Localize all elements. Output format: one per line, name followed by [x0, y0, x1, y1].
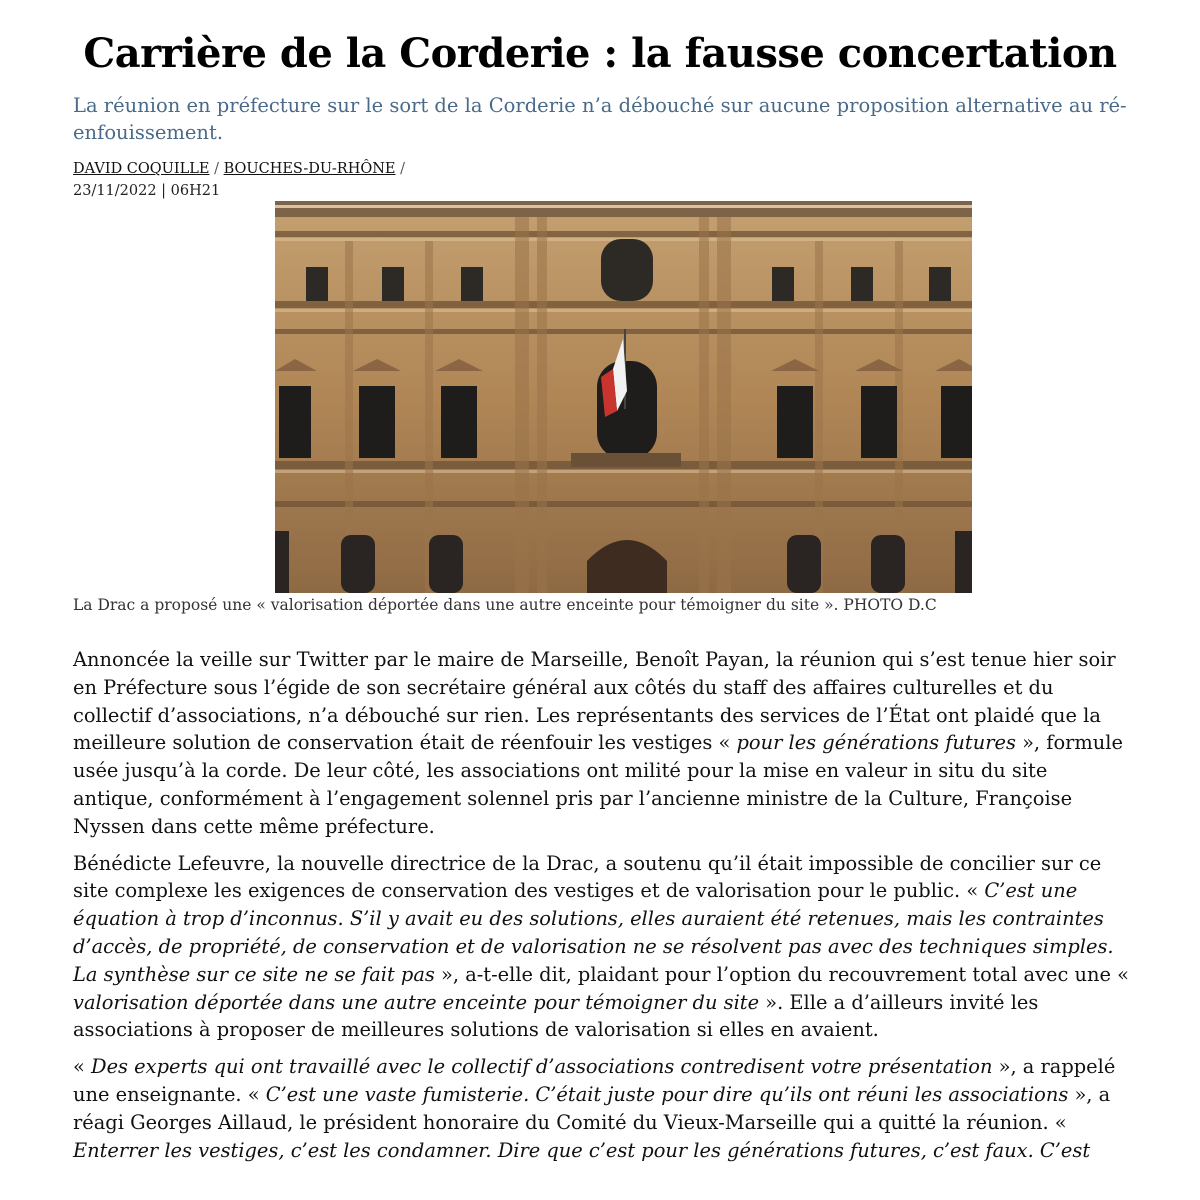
quote-text: pour les générations futures [736, 731, 1016, 755]
body-paragraph [73, 850, 1133, 1045]
quote-text: Des experts qui ont travaillé avec le collectif d’associations contredisent votre présentation [91, 1055, 993, 1079]
paragraph-text: », formule usée jusqu’à la corde. De leur côté, les associations ont milité pour la mise en valeur in situ du site antique, conformément à l’engagement solennel pris par l’ancienne ministre de la Culture, Françoise Nyssen dans cette même préfecture. [73, 731, 1123, 838]
body-paragraph [73, 646, 1133, 841]
article-photo [275, 201, 972, 593]
meta-separator: / [400, 161, 406, 177]
quote-text: Enterrer les vestiges, c’est les condamner. Dire que c’est pour les générations futures, c’est faux. C’est [73, 1138, 1091, 1162]
paragraph-text: « [73, 1055, 92, 1079]
article-subtitle: La réunion en préfecture sur le sort de la Corderie n’a débouché sur aucune proposition alternative au ré-enfouissement. [73, 94, 1127, 144]
section-link[interactable]: BOUCHES-DU-RHÔNE [223, 161, 396, 177]
paragraph-text: Bénédicte Lefeuvre, la nouvelle directrice de la Drac, a soutenu qu’il était impossible de concilier sur ce site complexe les exigences de conservation des vestiges et de valorisation pour le public. « [73, 851, 1102, 903]
quote-text: valorisation déportée dans une autre enceinte pour témoigner du site [73, 990, 760, 1014]
paragraph-text: », a rappelé une enseignante. « [73, 1055, 1116, 1106]
article-date: 23/11/2022 | 06H21 [73, 183, 221, 199]
article-title: Carrière de la Corderie : la fausse concertation [83, 30, 1117, 77]
body-paragraph [73, 1053, 1133, 1164]
quote-text: C’est une équation à trop d’inconnus. S’il y avait eu des solutions, elles auraient été retenues, mais les contraintes d’accès, de propriété, de conservation et de valorisation ne se résolvent pas avec des techniques simples. La synthèse sur ce site ne se fait pas [73, 879, 1114, 986]
author-link[interactable]: DAVID COQUILLE [73, 161, 210, 177]
paragraph-text: ». Elle a d’ailleurs invité les associations à proposer de meilleures solutions de valorisation si elles en avaient. [73, 990, 1039, 1042]
paragraph-text: », a-t-elle dit, plaidant pour l’option du recouvrement total avec une « [434, 962, 1129, 986]
meta-separator: / [214, 161, 224, 177]
article-meta [73, 158, 405, 202]
photo-caption: La Drac a proposé une « valorisation déportée dans une autre enceinte pour témoigner du site ». PHOTO D.C [73, 596, 937, 614]
quote-text: C’est une vaste fumisterie. C’était juste pour dire qu’ils ont réuni les associations [265, 1082, 1069, 1106]
building-facade-image [275, 201, 972, 593]
paragraph-text: », a réagi Georges Aillaud, le président honoraire du Comité du Vieux-Marseille qui a quitté la réunion. « [73, 1082, 1111, 1134]
paragraph-text: Annoncée la veille sur Twitter par le maire de Marseille, Benoît Payan, la réunion qui s’est tenue hier soir en Préfecture sous l’égide de son secrétaire général aux côtés du staff des affaires culturelles et du collectif d’associations, n’a débouché sur rien. Les représentants des services de l’État ont plaidé que la meilleure solution de conservation était de réenfouir les vestiges « [73, 648, 1116, 755]
article-body [73, 646, 1133, 1173]
